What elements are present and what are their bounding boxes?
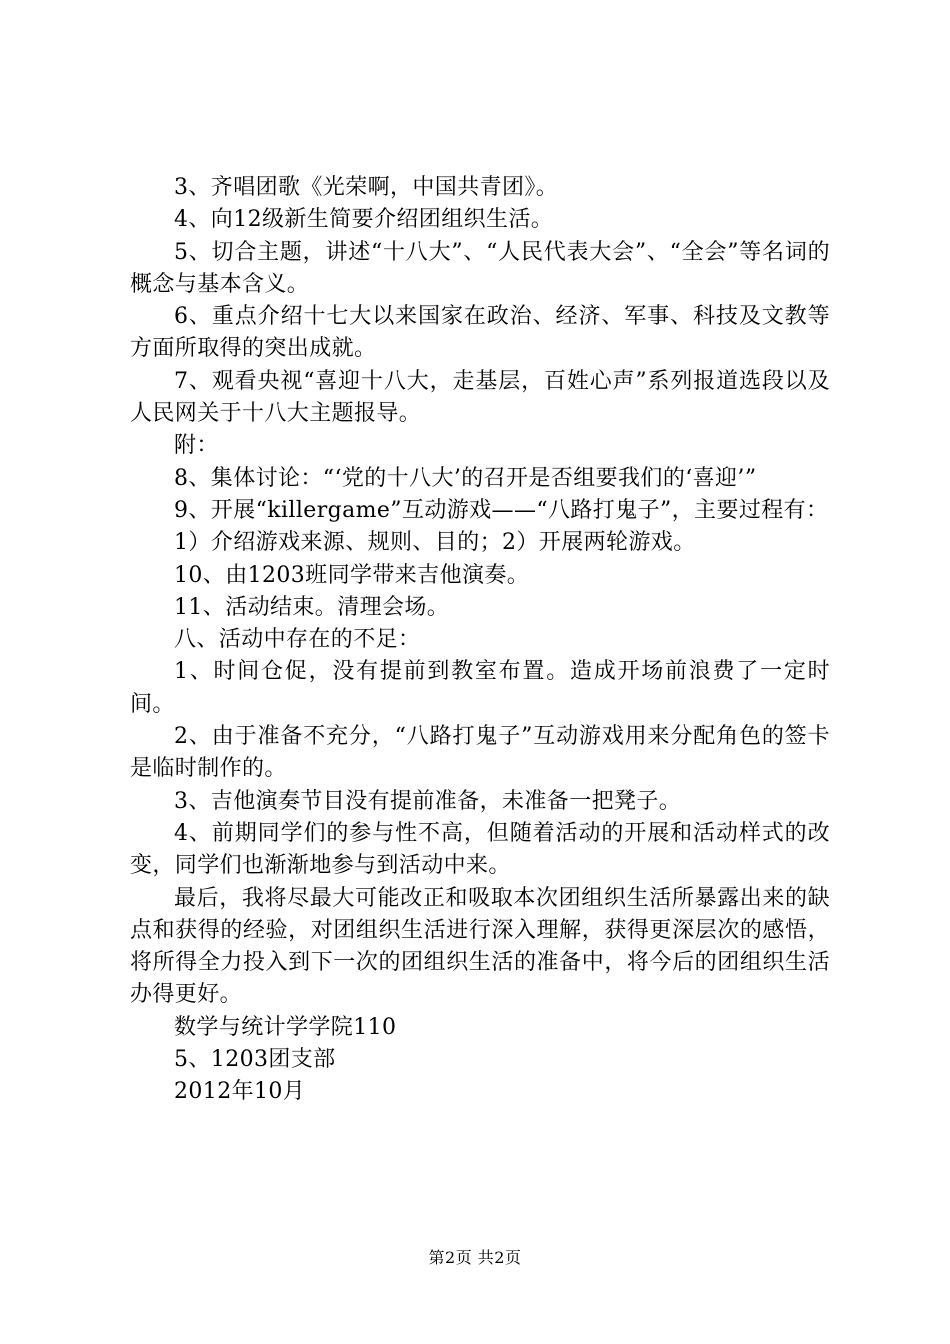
page-footer: 第2页 共2页 xyxy=(428,1248,522,1267)
paragraph-item-4: 4、向12级新生简要介绍团组织生活。 xyxy=(174,207,554,233)
paragraph-item-8: 8、集体讨论：“‘党的十八大’的召开是否组要我们的‘喜迎’” xyxy=(174,465,757,491)
paragraph-game-process: 1）介绍游戏来源、规则、目的；2）开展两轮游戏。 xyxy=(174,530,696,556)
paragraph-item-6: 6、重点介绍十七大以来国家在政治、经济、军事、科技及文教等方面所取得的突出成就。 xyxy=(130,304,830,362)
paragraph-item-11: 11、活动结束。清理会场。 xyxy=(174,594,450,620)
shortcoming-item-2: 2、由于准备不充分，“八路打鬼子”互动游戏用来分配角色的签卡是临时制作的。 xyxy=(130,724,830,782)
section-heading-shortcomings: 八、活动中存在的不足： xyxy=(174,627,421,653)
paragraph-conclusion: 最后，我将尽最大可能改正和吸取本次团组织生活所暴露出来的缺点和获得的经验，对团组织生活进行深入理解，获得更深层次的感悟，将所得全力投入到下一次的团组织生活的准备中，将今后的团组织生活办得更好。 xyxy=(130,885,830,1008)
document-body xyxy=(130,172,830,1109)
signature-college: 数学与统计学学院110 xyxy=(174,1014,397,1040)
shortcoming-item-4: 4、前期同学们的参与性不高，但随着活动的开展和活动样式的改变，同学们也渐渐地参与到活动中来。 xyxy=(130,820,830,879)
paragraph-item-10: 10、由1203班同学带来吉他演奏。 xyxy=(174,562,530,588)
shortcoming-item-3: 3、吉他演奏节目没有提前准备，未准备一把凳子。 xyxy=(174,788,682,814)
paragraph-item-7: 7、观看央视“喜迎十八大，走基层，百姓心声”系列报道选段以及人民网关于十八大主题报导。 xyxy=(130,368,830,427)
signature-branch: 5、1203团支部 xyxy=(174,1047,336,1073)
paragraph-item-5: 5、切合主题，讲述“十八大”、“人民代表大会”、“全会”等名词的概念与基本含义。 xyxy=(130,239,830,297)
paragraph-item-3: 3、齐唱团歌《光荣啊，中国共青团》。 xyxy=(174,175,559,200)
signature-date: 2012年10月 xyxy=(174,1079,306,1105)
shortcoming-item-1: 1、时间仓促，没有提前到教室布置。造成开场前浪费了一定时间。 xyxy=(130,659,830,717)
paragraph-item-9: 9、开展“killergame”互动游戏——“八路打鬼子”，主要过程有： xyxy=(174,497,829,523)
paragraph-appendix-label: 附： xyxy=(174,433,219,459)
